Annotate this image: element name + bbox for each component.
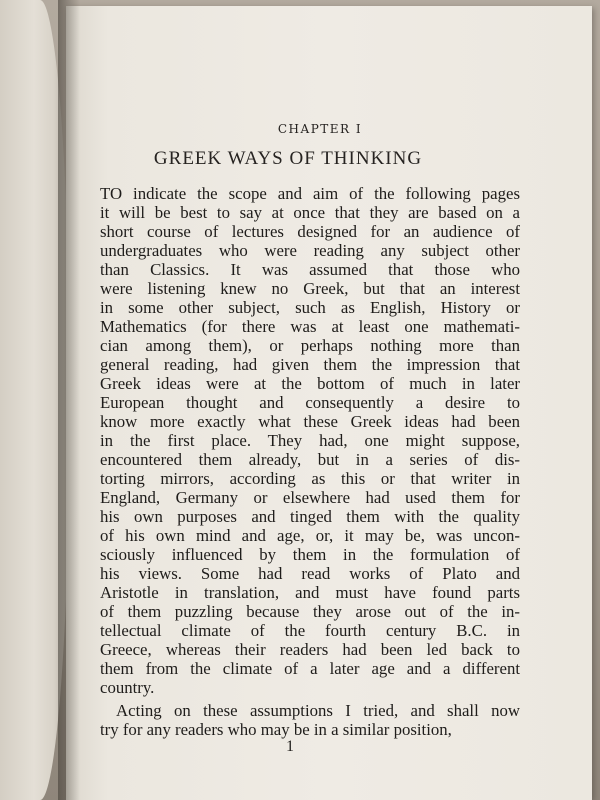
text-line: short course of lectures designed for an audience of bbox=[100, 222, 520, 241]
text-line: cian among them), or perhaps nothing more than bbox=[100, 336, 520, 355]
text-line: know more exactly what these Greek ideas had been bbox=[100, 412, 520, 431]
text-line: them from the climate of a later age and a different bbox=[100, 659, 520, 678]
paragraph bbox=[100, 184, 520, 697]
text-line: undergraduates who were reading any subject other bbox=[100, 241, 520, 260]
text-line: his own purposes and tinged them with the quality bbox=[100, 507, 520, 526]
gutter-shadow bbox=[58, 0, 80, 800]
text-line: country. bbox=[100, 678, 155, 697]
text-line: in the first place. They had, one might suppose, bbox=[100, 431, 520, 450]
text-line: Aristotle in translation, and must have found parts bbox=[100, 583, 520, 602]
text-line: torting mirrors, according as this or that writer in bbox=[100, 469, 520, 488]
paragraph bbox=[100, 701, 520, 739]
text-line: Greek ideas were at the bottom of much in later bbox=[100, 374, 520, 393]
body-text bbox=[100, 184, 520, 739]
text-line: in some other subject, such as English, History or bbox=[100, 298, 520, 317]
text-line: Acting on these assumptions I tried, and shall now bbox=[116, 701, 520, 720]
text-line: than Classics. It was assumed that those who bbox=[100, 260, 520, 279]
text-line: Mathematics (for there was at least one mathemati- bbox=[100, 317, 520, 336]
text-line: were listening knew no Greek, but that an interest bbox=[100, 279, 520, 298]
text-line: sciously influenced by them in the formulation of bbox=[100, 545, 520, 564]
text-line: his views. Some had read works of Plato and bbox=[100, 564, 520, 583]
text-line: tellectual climate of the fourth century B.C. in bbox=[100, 621, 520, 640]
chapter-title: GREEK WAYS OF THINKING bbox=[153, 148, 423, 169]
text-line: TO indicate the scope and aim of the following pages bbox=[100, 184, 520, 203]
text-line: of his own mind and age, or, it may be, was uncon- bbox=[100, 526, 520, 545]
text-line: England, Germany or elsewhere had used them for bbox=[100, 488, 520, 507]
text-line: encountered them already, but in a series of dis- bbox=[100, 450, 520, 469]
page-number: 1 bbox=[286, 738, 294, 755]
text-line: European thought and consequently a desire to bbox=[100, 393, 520, 412]
chapter-label: CHAPTER I bbox=[277, 122, 363, 136]
text-line: Greece, whereas their readers had been led back to bbox=[100, 640, 520, 659]
text-line: of them puzzling because they arose out of the in- bbox=[100, 602, 520, 621]
text-line: try for any readers who may be in a similar position, bbox=[100, 720, 452, 739]
text-line: general reading, had given them the impression that bbox=[100, 355, 520, 374]
text-line: it will be best to say at once that they are based on a bbox=[100, 203, 520, 222]
